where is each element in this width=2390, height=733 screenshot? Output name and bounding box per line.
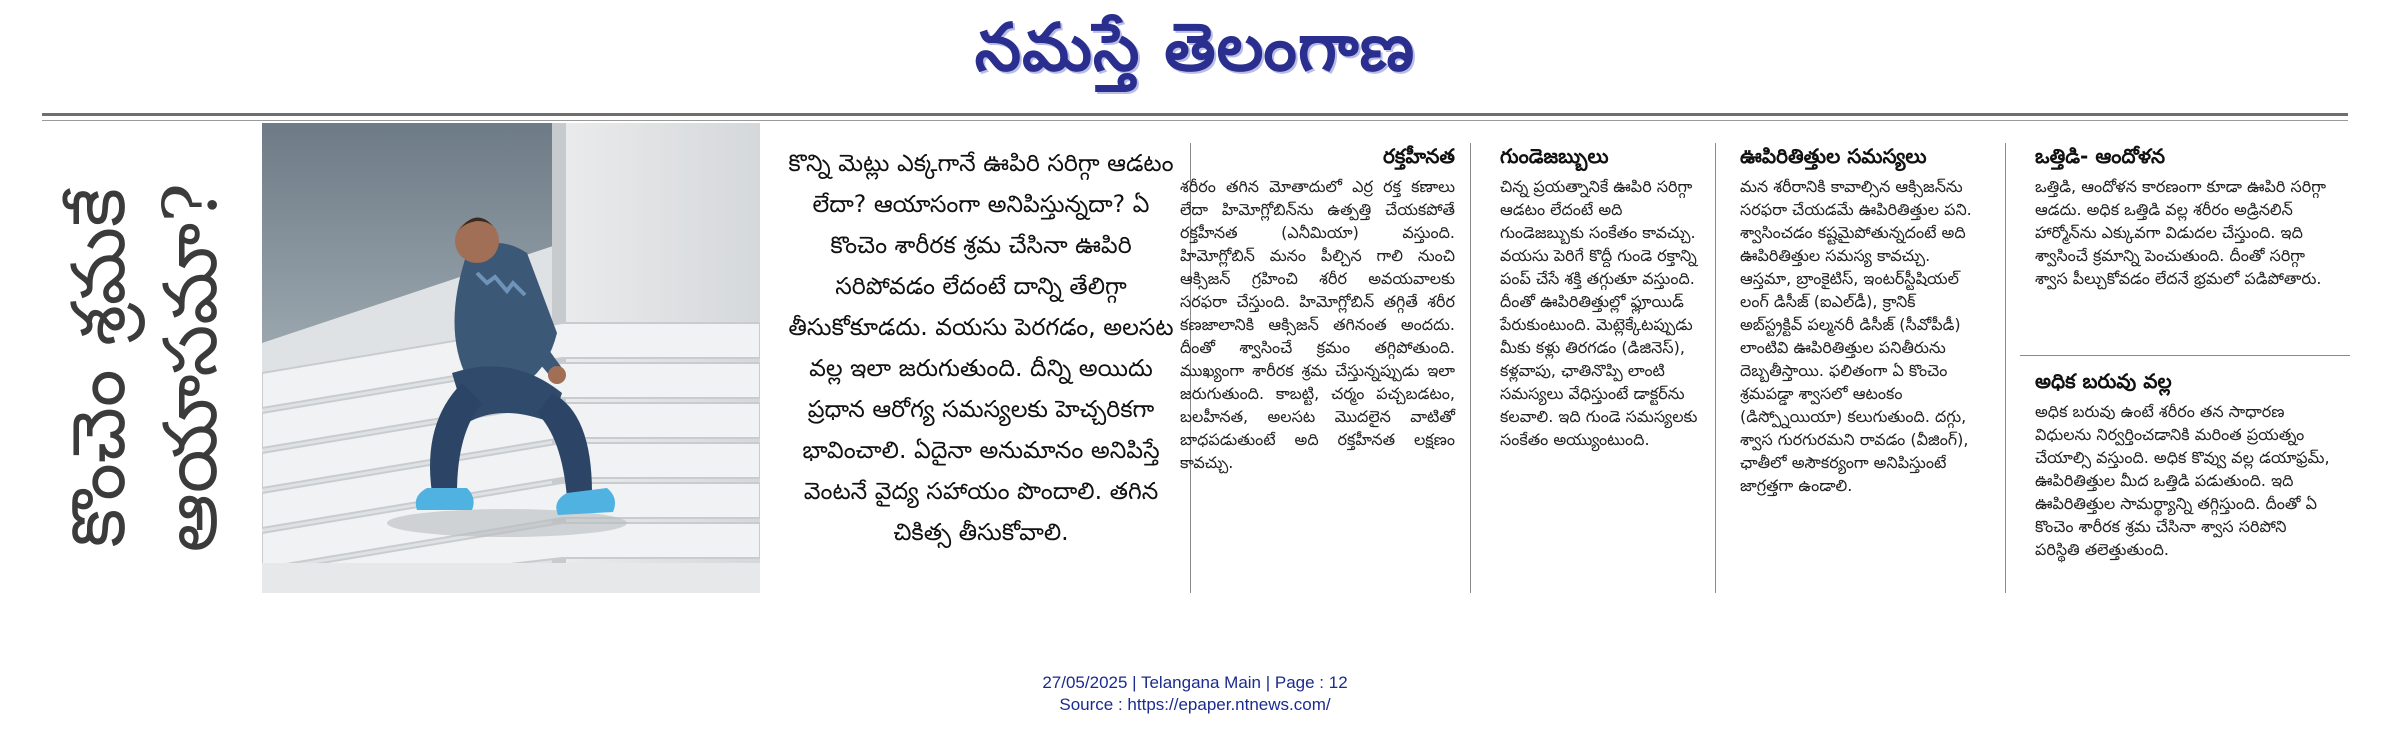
masthead-title: నమస్తే తెలంగాణ xyxy=(974,8,1416,86)
section-body: శరీరం తగిన మోతాదులో ఎర్ర రక్త కణాలు లేదా హిమోగ్లోబిన్‌ను ఉత్పత్తి చేయకపోతే రక్తహీనత (ఎనీమియా) వస్తుంది. హిమోగ్లోబిన్ మనం పీల్చిన గాలి నుంచి ఆక్సిజన్ గ్రహించి శరీర అవయవాలకు సరఫరా చేస్తుంది. హిమోగ్లోబిన్ తగ్గితే శరీర కణజాలానికి ఆక్సిజన్ తగినంత అందదు. దీంతో శ్వాసించే క్రమం తగ్గిపోతుంది. ముఖ్యంగా శారీరక శ్రమ చేస్తున్నప్పుడు ఇలా జరుగుతుంది. కాబట్టి, చర్మం పచ్చబడటం, బలహీనత, అలసట మొదలైన వాటితో బాధపడుతుంటే అది రక్తహీనత లక్షణం కావచ్చు. xyxy=(1180,177,1455,472)
footer-source: Source : https://epaper.ntnews.com/ xyxy=(1059,695,1331,714)
section-lungs xyxy=(1740,143,1980,497)
page-footer xyxy=(0,672,2390,716)
masthead-rule xyxy=(42,113,2348,116)
section-body: చిన్న ప్రయత్నానికే ఊపిరి సరిగ్గా ఆడటం లేదంటే అది గుండెజబ్బుకు సంకేతం కావచ్చు. వయసు పెరిగే కొద్దీ గుండె రక్తాన్ని పంప్ చేసే శక్తి తగ్గుతూ వస్తుంది. దీంతో ఊపిరితిత్తుల్లో ఫ్లూయిడ్ పేరుకుంటుంది. మెట్లెక్కేటప్పుడు మీకు కళ్లు తిరగడం (డిజినెస్), కళ్లవాపు, ఛాతినొప్పి లాంటి సమస్యలు వేధిస్తుంటే డాక్టర్‌ను కలవాలి. ఇది గుండె సమస్యలకు సంకేతం అయ్యుంటుంది. xyxy=(1500,177,1698,449)
section-heading: గుండెజబ్బులు xyxy=(1500,144,1609,168)
section-anemia xyxy=(1180,143,1455,474)
column-divider xyxy=(1715,143,1716,593)
section-heading: ఒత్తిడి- ఆందోళన xyxy=(2035,144,2166,168)
footer-date-page: 27/05/2025 | Telangana Main | Page : 12 xyxy=(1042,673,1348,692)
column-divider xyxy=(1470,143,1471,593)
section-heading: రక్తహీనత xyxy=(1383,144,1455,168)
section-body: అధిక బరువు ఉంటే శరీరం తన సాధారణ విధులను నిర్వర్తించడానికి మరింత ప్రయత్నం చేయాల్సి వస్తుంది. అధిక కొవ్వు వల్ల డయాఫ్రమ్, ఊపిరితిత్తుల మీద ఒత్తిడి పడుతుంది. ఇది ఊపిరితిత్తుల సామర్థ్యాన్ని తగ్గిస్తుంది. దీంతో ఏ కొంచెం శారీరక శ్రమ చేసినా శ్వాస సరిపోని పరిస్థితి తలెత్తుతుంది. xyxy=(2035,402,2330,559)
woman-resting-on-stairs-photo xyxy=(262,123,760,593)
intro-paragraph: కొన్ని మెట్లు ఎక్కగానే ఊపిరి సరిగ్గా ఆడటం లేదా? ఆయాసంగా అనిపిస్తున్నదా? ఏ కొంచెం శారీరక శ్రమ చేసినా ఊపిరి సరిపోవడం లేదంటే దాన్ని తేలిగ్గా తీసుకోకూడదు. వయసు పెరగడం, అలసట వల్ల ఇలా జరుగుతుంది. దీన్ని అయిదు ప్రధాన ఆరోగ్య సమస్యలకు హెచ్చరికగా భావించాలి. ఏదైనా అనుమానం అనిపిస్తే వెంటనే వైద్య సహాయం పొందాలి. తగిన చికిత్స తీసుకోవాలి. xyxy=(788,149,1174,546)
section-heart xyxy=(1500,143,1700,451)
headline-line-2: ఆయాసమా? xyxy=(148,182,234,553)
article-photo xyxy=(262,123,760,593)
section-body: మన శరీరానికి కావాల్సిన ఆక్సిజన్‌ను సరఫరా చేయడమే ఊపిరితిత్తుల పని. శ్వాసించడం కష్టమైపోతున్నదంటే అది ఊపిరితిత్తుల సమస్య కావచ్చు. ఆస్తమా, బ్రాంకైటిస్, ఇంటర్‌స్టీషియల్ లంగ్ డిసీజ్ (ఐఎల్‌డీ), క్రానిక్ అబ్‌స్ట్రక్టివ్ పల్మనరీ డిసీజ్ (సీవోపీడీ) లాంటివి ఊపిరితిత్తుల పనితీరును దెబ్బతీస్తాయి. ఫలితంగా ఏ కొంచెం శ్రమపడ్డా శ్వాసలో ఆటంకం (డిస్ప్నోయియా) కలుగుతుంది. దగ్గు, శ్వాస గురగురమని రావడం (వీజింగ్), ఛాతీలో అసౌకర్యంగా అనిపిస్తుంటే జాగ్రత్తగా ఉండాలి. xyxy=(1740,177,1972,495)
section-divider xyxy=(2020,355,2350,356)
column-divider xyxy=(2005,143,2006,593)
masthead-rule-thin xyxy=(42,120,2348,121)
headline-line-1: కొంచెం శ్రమకే xyxy=(56,187,142,548)
section-heading: అధిక బరువు వల్ల xyxy=(2035,369,2172,393)
section-body: ఒత్తిడి, ఆందోళన కారణంగా కూడా ఊపిరి సరిగ్గా ఆడదు. అధిక ఒత్తిడి వల్ల శరీరం అడ్రినలిన్ హార్మోన్‌ను ఎక్కువగా విడుదల చేస్తుంది. ఇది శ్వాసించే క్రమాన్ని పెంచుతుంది. దీంతో సరిగ్గా శ్వాస పీల్చుకోవడం లేదనే భ్రమలో పడిపోతారు. xyxy=(2035,177,2326,288)
vertical-headline xyxy=(40,140,250,595)
headline-text xyxy=(53,183,237,552)
section-stress xyxy=(2035,143,2335,290)
section-obesity xyxy=(2035,368,2335,561)
section-heading: ఊపిరితిత్తుల సమస్యలు xyxy=(1740,144,1927,168)
